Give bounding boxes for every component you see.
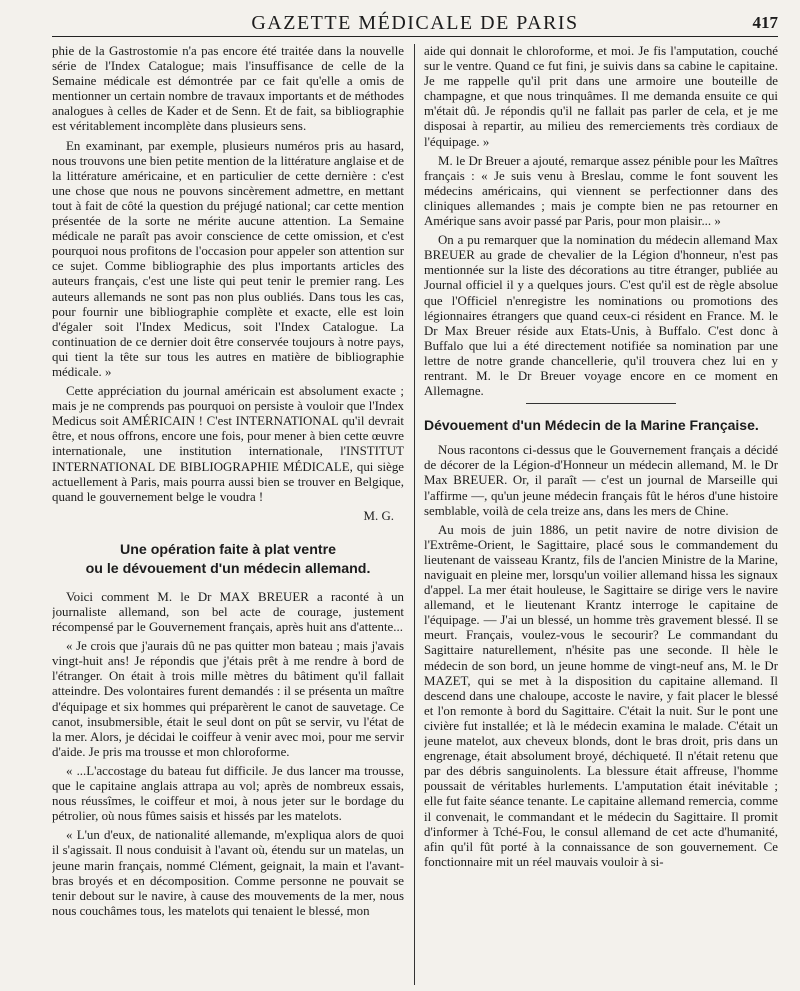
right-column bbox=[424, 44, 778, 985]
article-heading: Dévouement d'un Médecin de la Marine Française. bbox=[424, 417, 759, 434]
section-divider bbox=[526, 403, 676, 404]
paragraph: Au mois de juin 1886, un petit navire de notre division de l'Extrême-Orient, le Sagittaire, placé sous le commandement du lieutenant de vaisseau Krantz, fils de l'ancien Ministre de la Marine, naviguait en pleine mer, lorsqu'un voilier allemand hissa les signaux d'appel. La mer était houleuse, le Sagittaire se dirige vers le navire allemand, et le lieutenant Krantz interroge le capitaine de l'équipage. — J'ai un blessé, un homme très gravement blessé. Il se meurt. Français, voulez-vous le secourir? Le commandant du Sagittaire naturellement, n'hésite pas une seconde. Il hèle le médecin de son bord, un jeune homme de vingt-neuf ans, M. le Dr MAZET, qui se met à la disposition du capitaine allemand. Il descend dans une chaloupe, accoste le navire, y fait placer le blessé et l'on remonte à bord du Sagittaire. C'était la nuit. Sur le pont une civière fut installée; et là le médecin examina le malade. C'était un jeune matelot, aux cheveux blonds, dont le bras droit, pris dans un engrenage, était absolument broyé, déchiqueté. Il n'était retenu que par des débris sanguinolents. La blessure était affreuse, l'homme poussait de véritables hurlements. L'amputation était inévitable ; elle fut faite séance tenante. Le capitaine allemand remercia, comme il convenait, le commandant et le médecin du Sagittaire. Il promit d'informer à Tché-Fou, le consul allemand de cet acte d'humanité, afin qu'il fût porté à la connaissance de son gouvernement. Ce fonctionnaire mit un réel mauvais vouloir à si- bbox=[424, 522, 778, 869]
paragraph: aide qui donnait le chloroforme, et moi. Je fis l'amputation, couché sur le ventre. Quand ce fut fini, je suivis dans sa cabine le capitaine. Je me rappelle qu'il prit dans une armoire une bouteille de champagne, et que nous trinquâmes. Il me demanda ensuite ce qui m'était dû. Je répondis qu'il ne fallait pas parler de cela, et je me disposai à repartir, au milieu des remerciements très cordiaux de l'équipage. » bbox=[424, 44, 778, 149]
paragraph: On a pu remarquer que la nomination du médecin allemand Max BREUER au grade de chevalier de la Légion d'honneur, n'est pas mentionnée sur la liste des décorations au titre étranger, publiée au Journal officiel il y a quelques jours. C'est qu'il est de règle absolue que l'Officiel n'enregistre les nominations ou promotions des légionnaires étrangers que quand ceux-ci résident en France. M. le Dr Max Breuer réside aux Etats-Unis, à Buffalo. C'est donc à Buffalo que lui a été directement notifiée sa nomination par une lettre de notre grande chancellerie, qu'il trouvera chez lui en y rentrant. M. le Dr Breuer voyage encore en ce moment en Allemagne. bbox=[424, 233, 778, 399]
page-header bbox=[52, 10, 778, 37]
paragraph: phie de la Gastrostomie n'a pas encore été traitée dans la nouvelle série de l'Index Catalogue; mais l'insuffisance de celle de la Semaine médicale est démontrée par ce fait qu'elle a omis de mentionner un certain nombre de travaux importants et de méthodes analogues à celles de Kader et de Senn. Et de fait, sa bibliographie est véritablement incomplète dans plusieurs sens. bbox=[52, 44, 404, 134]
author-signature: M. G. bbox=[363, 508, 394, 523]
journal-title: GAZETTE MÉDICALE DE PARIS bbox=[251, 12, 579, 34]
article-columns bbox=[52, 44, 778, 985]
signature-line bbox=[52, 509, 394, 524]
paragraph: « ...L'accostage du bateau fut difficile. Je dus lancer ma trousse, que le capitaine anglais attrapa au vol; après de nombreux essais, nous réussîmes, le coiffeur et moi, à nous jeter sur le bordage du pétrolier, où nous fûmes saisis et hissés par les matelots. bbox=[52, 763, 404, 824]
paragraph: « L'un d'eux, de nationalité allemande, m'expliqua alors de quoi il s'agissait. Il nous conduisit à l'avant où, étendu sur un matelas, un jeune marin français, nommé Clément, geignait, la main et l'avant-bras broyés et en décomposition. Comme personne ne pouvait se tenir debout sur le navire, à cause des mouvements de la mer, nous nous couchâmes tous, les matelots qui tenaient le blessé, mon bbox=[52, 828, 404, 918]
article-heading-subtitle: ou le dévouement d'un médecin allemand. bbox=[85, 560, 371, 577]
column-divider bbox=[414, 44, 415, 985]
page-number: 417 bbox=[752, 13, 778, 32]
paragraph: Voici comment M. le Dr MAX BREUER a raconté à un journaliste allemand, son bel acte de courage, justement récompensé par le Gouvernement français, après huit ans d'attente... bbox=[52, 589, 404, 635]
left-column bbox=[52, 44, 404, 985]
article-heading: Une opération faite à plat ventre bbox=[119, 541, 336, 558]
paragraph: « Je crois que j'aurais dû ne pas quitter mon bateau ; mais j'avais vingt-huit ans! Je répondis que j'étais prêt à me rendre à bord de l'étranger. On était à trois mille mètres du bâtiment qu'il fallait atteindre. Des volontaires furent demandés : il se présenta un maître d'équipage et six hommes qui préparèrent le canot de sauvetage. Ce canot, insubmersible, était le seul dont on pût se servir, vu l'état de la mer. Alors, je décidai le coiffeur à venir avec moi, pour me servir d'aide. Je pris ma trousse et mon chloroforme. bbox=[52, 639, 404, 759]
paragraph: Nous racontons ci-dessus que le Gouvernement français a décidé de décorer de la Légion-d'Honneur un médecin allemand, M. le Dr Max BREUER. Or, il paraît — c'est un journal de Marseille qui l'affirme —, qu'un jeune médecin français fût le héros d'une histoire semblable, voilà de cela treize ans, dans les mers de Chine. bbox=[424, 443, 778, 518]
paragraph: M. le Dr Breuer a ajouté, remarque assez pénible pour les Maîtres français : « Je suis venu à Breslau, comme le font souvent les médecins américains, qui viennent se perfectionner dans des cliniques allemandes ; mais je compte bien ne pas retourner en Amérique sans avoir passé par Paris, pour mon plaisir... » bbox=[424, 153, 778, 229]
paragraph: Cette appréciation du journal américain est absolument exacte ; mais je ne comprends pas pourquoi on persiste à vouloir que l'Index Medicus soit AMÉRICAIN ! C'est INTERNATIONAL qu'il devrait être, et nous offrons, encore une fois, pour mener à bien cette œuvre internationale, une institution internationale, l'INSTITUT INTERNATIONAL DE BIBLIOGRAPHIE MÉDICALE, qui siège actuellement à Paris, mais pourra aussi bien se trouver en Belgique, quand le gouvernement belge le voudra ! bbox=[52, 384, 404, 504]
paragraph: En examinant, par exemple, plusieurs numéros pris au hasard, nous trouvons une bien petite mention de la littérature anglaise et de la littérature américaine, et en particulier de cette dernière : c'est une chose que nous ne pouvons sincèrement admettre, en mettant tout à fait de côté la question du préjugé national; car cette mention présentée de la sorte ne mérite aucune attention. La Semaine médicale ne paraît pas avoir conscience de cette omission, et c'est pourquoi nous profitons de l'occasion pour appeler son attention sur ce sujet. Comme bibliographie des plus importants articles des auteurs français, c'est une liste qui peut tenir le premier rang. Les auteurs allemands ne sont pas non plus oubliés. Dans tous les cas, pour fournir une bibliographie complète et exacte, elle est loin d'égaler soit l'Index Medicus, soit l'Index Catalogue. La continuation de ce dernier doit être conservée toujours à notre pays, qui tient la tête sur tous les autres en matière de bibliographie médicale. » bbox=[52, 138, 404, 379]
